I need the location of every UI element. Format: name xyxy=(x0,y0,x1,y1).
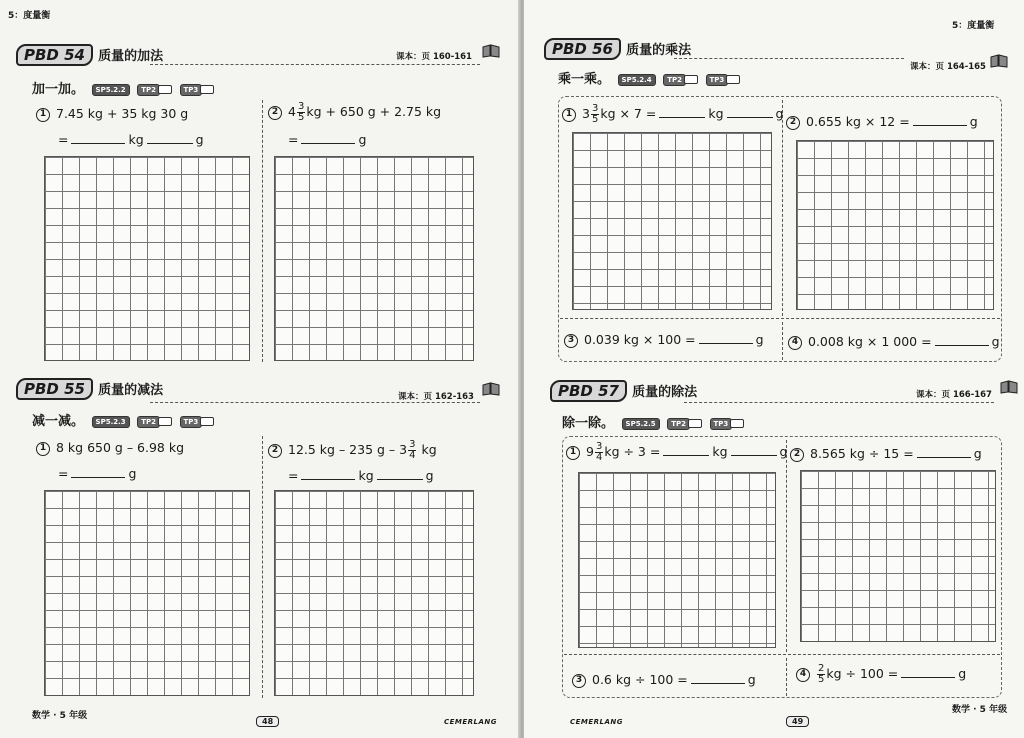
answer-blank-g[interactable] xyxy=(377,470,423,480)
tp3-box xyxy=(726,75,740,84)
equals-sign: = xyxy=(58,466,69,481)
tag-tp2: TP2 xyxy=(137,416,160,428)
fraction xyxy=(297,102,305,123)
tag-tp3: TP3 xyxy=(706,74,729,86)
question-2 xyxy=(268,102,441,123)
unit-kg: kg xyxy=(712,444,728,459)
denominator: 4 xyxy=(409,450,416,461)
column-divider xyxy=(262,100,263,362)
chapter-label: 5：度量衡 xyxy=(952,21,995,31)
tag-tp2: TP2 xyxy=(137,84,160,96)
working-grid[interactable] xyxy=(800,470,996,642)
answer-blank-kg[interactable] xyxy=(663,446,709,456)
row-divider xyxy=(560,318,1000,319)
question-expression: 0.039 kg × 100 = xyxy=(584,332,696,347)
pbd-badge: PBD 54 xyxy=(16,44,93,66)
column-divider xyxy=(782,100,783,316)
unit-g: g xyxy=(195,132,204,147)
question-1 xyxy=(562,104,783,125)
header-rule xyxy=(150,64,480,65)
section-title: 质量的乘法 xyxy=(626,43,692,58)
question-number: 1 xyxy=(566,446,580,460)
mixed-whole: 9 xyxy=(586,444,594,459)
unit-g: g xyxy=(755,332,764,347)
question-2 xyxy=(268,440,437,461)
answer-blank-g[interactable] xyxy=(935,336,989,346)
column-divider xyxy=(786,440,787,652)
answer-blank-g[interactable] xyxy=(147,134,193,144)
question-expression: kg ÷ 3 = xyxy=(604,444,661,459)
unit-g: g xyxy=(973,446,982,461)
textbook-ref: 课本：页 160-161 xyxy=(396,52,472,62)
row-divider xyxy=(564,654,1000,655)
chapter-label: 5：度量衡 xyxy=(8,11,51,21)
tp3-box xyxy=(730,419,744,428)
instruction xyxy=(558,68,740,87)
answer-blank-g[interactable] xyxy=(901,668,955,678)
unit-g: g xyxy=(747,672,756,687)
column-divider xyxy=(782,322,783,360)
question-1 xyxy=(36,106,188,122)
unit-kg: kg xyxy=(128,132,144,147)
header-rule xyxy=(684,402,994,403)
footer-text: 数学 · 5 年级 xyxy=(32,711,88,721)
unit-g: g xyxy=(358,132,367,147)
mixed-whole: 4 xyxy=(288,104,296,119)
question-2 xyxy=(786,114,978,130)
question-number: 3 xyxy=(572,674,586,688)
answer-line-2 xyxy=(288,468,434,483)
question-3 xyxy=(564,332,764,348)
answer-blank-g[interactable] xyxy=(301,134,355,144)
question-1 xyxy=(36,440,184,456)
publisher-logo: CEMERLANG xyxy=(570,718,624,726)
question-expression: 7.45 kg + 35 kg 30 g xyxy=(56,106,189,121)
question-expression: kg ÷ 100 = xyxy=(826,666,899,681)
instruction xyxy=(32,410,214,429)
denominator: 5 xyxy=(297,112,305,123)
column-divider xyxy=(786,658,787,696)
section-title: 质量的减法 xyxy=(98,383,164,398)
unit-g: g xyxy=(425,468,434,483)
tag-sp: SP5.2.3 xyxy=(92,416,130,428)
page-number: 49 xyxy=(786,716,809,727)
question-1 xyxy=(566,442,787,463)
pbd-badge: PBD 57 xyxy=(550,380,627,402)
question-number: 4 xyxy=(788,336,802,350)
equals-sign: = xyxy=(58,132,69,147)
question-number: 2 xyxy=(268,444,282,458)
tp3-box xyxy=(200,417,214,426)
question-expression: 12.5 kg – 235 g – 3 xyxy=(288,442,408,457)
textbook-ref: 课本：页 166-167 xyxy=(916,390,992,400)
question-number: 2 xyxy=(786,116,800,130)
question-expression: kg + 650 g + 2.75 kg xyxy=(306,104,442,119)
answer-blank-g[interactable] xyxy=(731,446,777,456)
working-grid[interactable] xyxy=(274,156,474,361)
column-divider xyxy=(262,436,263,698)
question-expression: 0.008 kg × 1 000 = xyxy=(808,334,932,349)
denominator: 5 xyxy=(818,674,825,685)
question-expression: 8.565 kg ÷ 15 = xyxy=(810,446,914,461)
mixed-whole: 3 xyxy=(582,106,590,121)
unit-g: g xyxy=(969,114,978,129)
working-grid[interactable] xyxy=(44,156,250,361)
answer-line-1 xyxy=(58,132,204,147)
working-grid[interactable] xyxy=(796,140,994,310)
tag-sp: SP5.2.4 xyxy=(618,74,656,86)
unit-g: g xyxy=(779,444,788,459)
question-3 xyxy=(572,672,756,688)
unit-g: g xyxy=(128,466,137,481)
answer-line-2 xyxy=(288,132,366,147)
numerator: 3 xyxy=(297,101,305,112)
question-expression: kg × 7 = xyxy=(600,106,657,121)
answer-blank-g[interactable] xyxy=(71,468,125,478)
denominator: 4 xyxy=(595,452,603,463)
section-title: 质量的加法 xyxy=(98,49,164,64)
working-grid[interactable] xyxy=(44,490,250,696)
page-number: 48 xyxy=(256,716,279,727)
pbd-57-header xyxy=(550,380,697,402)
textbook-ref: 课本：页 162-163 xyxy=(398,392,474,402)
answer-blank-g[interactable] xyxy=(727,108,773,118)
tp2-box xyxy=(158,85,172,94)
right-page xyxy=(524,0,1024,738)
question-number: 1 xyxy=(36,108,50,122)
book-icon xyxy=(990,54,1008,68)
header-rule xyxy=(674,58,904,59)
instruction-text: 减一减。 xyxy=(32,414,85,429)
answer-blank-g[interactable] xyxy=(699,334,753,344)
tp2-box xyxy=(684,75,698,84)
unit-g: g xyxy=(991,334,1000,349)
equals-sign: = xyxy=(288,132,299,147)
fraction xyxy=(408,440,416,461)
instruction-text: 加一加。 xyxy=(32,82,85,97)
question-number: 2 xyxy=(790,448,804,462)
tag-tp3: TP3 xyxy=(180,84,203,96)
publisher-logo: CEMERLANG xyxy=(444,718,498,726)
answer-blank-kg[interactable] xyxy=(71,134,125,144)
tag-tp2: TP2 xyxy=(663,74,686,86)
unit-g: g xyxy=(775,106,784,121)
question-4 xyxy=(796,664,966,685)
footer-text: 数学 · 5 年级 xyxy=(952,705,1008,715)
instruction-text: 乘一乘。 xyxy=(558,72,611,87)
numerator: 2 xyxy=(818,663,825,674)
tag-sp: SP5.2.5 xyxy=(622,418,660,430)
pbd-54-header xyxy=(16,44,163,66)
question-2 xyxy=(790,446,982,462)
tp3-box xyxy=(200,85,214,94)
question-expression: 0.655 kg × 12 = xyxy=(806,114,910,129)
answer-blank-g[interactable] xyxy=(917,448,971,458)
section-title: 质量的除法 xyxy=(632,385,698,400)
pbd-badge: PBD 55 xyxy=(16,378,93,400)
question-number: 2 xyxy=(268,106,282,120)
numerator: 3 xyxy=(409,439,416,450)
numerator: 3 xyxy=(591,103,599,114)
tp2-box xyxy=(688,419,702,428)
pbd-55-header xyxy=(16,378,163,400)
question-number: 1 xyxy=(562,108,576,122)
unit-kg: kg xyxy=(708,106,724,121)
tp2-box xyxy=(158,417,172,426)
pbd-56-header xyxy=(544,38,691,60)
question-number: 3 xyxy=(564,334,578,348)
answer-line-1 xyxy=(58,466,136,481)
question-expression: 8 kg 650 g – 6.98 kg xyxy=(56,440,185,455)
instruction xyxy=(32,78,214,97)
unit-kg: kg xyxy=(358,468,374,483)
working-grid[interactable] xyxy=(572,132,772,310)
equals-sign: = xyxy=(288,468,299,483)
answer-blank-kg[interactable] xyxy=(301,470,355,480)
fraction xyxy=(595,442,603,463)
working-grid[interactable] xyxy=(578,472,776,648)
textbook-ref: 课本：页 164-165 xyxy=(910,62,986,72)
question-expression: 0.6 kg ÷ 100 = xyxy=(592,672,688,687)
answer-blank-g[interactable] xyxy=(691,674,745,684)
numerator: 3 xyxy=(595,441,603,452)
book-icon xyxy=(482,44,500,58)
question-number: 4 xyxy=(796,668,810,682)
tag-tp3: TP3 xyxy=(710,418,733,430)
tag-sp: SP5.2.2 xyxy=(92,84,130,96)
fraction xyxy=(591,104,599,125)
working-grid[interactable] xyxy=(274,490,474,696)
tag-tp3: TP3 xyxy=(180,416,203,428)
denominator: 5 xyxy=(591,114,599,125)
answer-blank-kg[interactable] xyxy=(659,108,705,118)
pbd-badge: PBD 56 xyxy=(544,38,621,60)
book-icon xyxy=(482,382,500,396)
answer-blank-g[interactable] xyxy=(913,116,967,126)
unit-g: g xyxy=(958,666,967,681)
book-icon xyxy=(1000,380,1018,394)
instruction-text: 除一除。 xyxy=(562,416,615,431)
question-number: 1 xyxy=(36,442,50,456)
header-rule xyxy=(150,402,480,403)
instruction xyxy=(562,412,744,431)
question-4 xyxy=(788,334,1000,350)
unit-kg: kg xyxy=(421,442,437,457)
tag-tp2: TP2 xyxy=(667,418,690,430)
fraction xyxy=(817,664,825,685)
